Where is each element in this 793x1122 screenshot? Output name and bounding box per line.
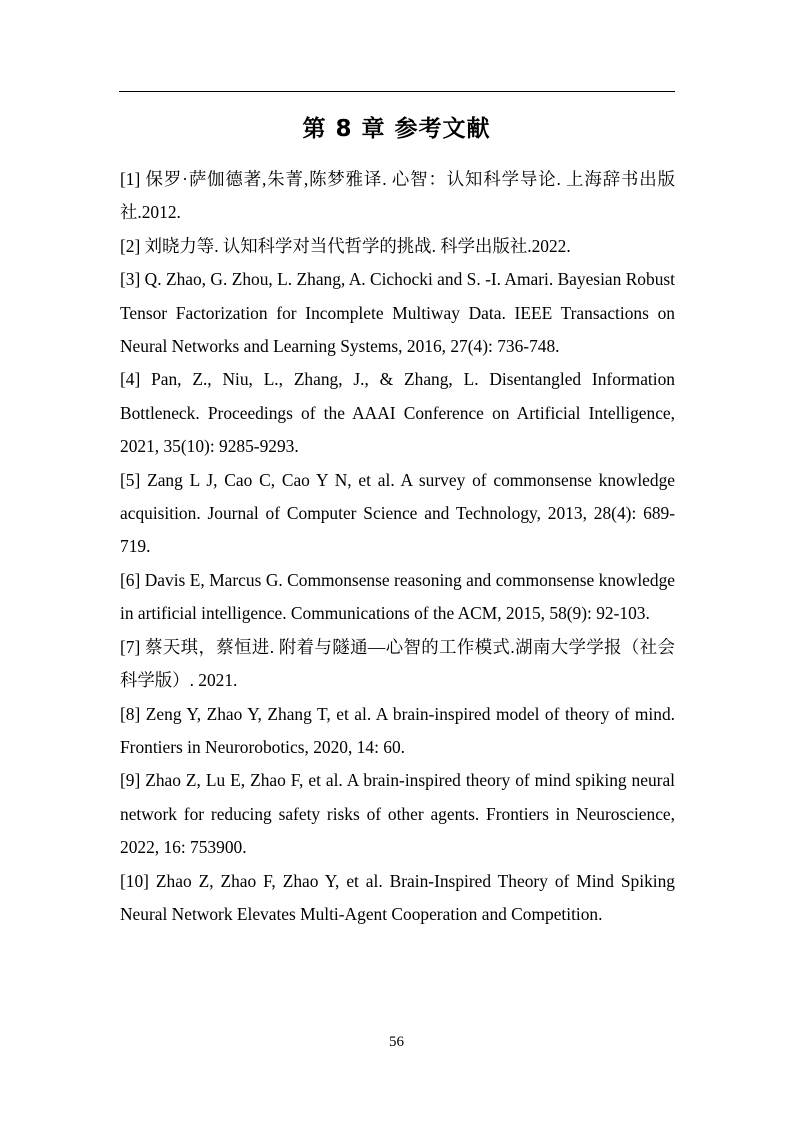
page-number: 56 (389, 1034, 404, 1050)
reference-item: [1] 保罗·萨伽德著,朱菁,陈梦雅译. 心智：认知科学导论. 上海辞书出版社.2012. (120, 169, 675, 223)
reference-item: [5] Zang L J, Cao C, Cao Y N, et al. A survey of commonsense knowledge acquisition. Journal of Computer Science and Technology, 2013, 28(4): 689-719. (120, 469, 675, 557)
reference-item: [9] Zhao Z, Lu E, Zhao F, et al. A brain-inspired theory of mind spiking neural network for reducing safety risks of other agents. Frontiers in Neuroscience, 2022, 16: 753900. (120, 770, 675, 858)
chapter-title: 第 8 章 参考文献 (302, 116, 491, 142)
reference-item: [7] 蔡天琪，蔡恒进. 附着与隧通—心智的工作模式.湖南大学学报（社会科学版）. 2021. (120, 636, 675, 691)
reference-item: [4] Pan, Z., Niu, L., Zhang, J., & Zhang, L. Disentangled Information Bottleneck. Proceedings of the AAAI Conference on Artificial Intelligence, 2021, 35(10): 9285-9293. (120, 369, 675, 457)
reference-item: [3] Q. Zhao, G. Zhou, L. Zhang, A. Cichocki and S. -I. Amari. Bayesian Robust Tensor Factorization for Incomplete Multiway Data. IEEE Transactions on Neural Networks and Learning Systems, 2016, 27(4): 736-748. (120, 269, 675, 357)
reference-item: [6] Davis E, Marcus G. Commonsense reasoning and commonsense knowledge in artificial intelligence. Communications of the ACM, 2015, 58(9): 92-103. (120, 569, 675, 624)
reference-item: [8] Zeng Y, Zhao Y, Zhang T, et al. A brain-inspired model of theory of mind. Frontiers in Neurorobotics, 2020, 14: 60. (120, 703, 675, 757)
reference-list (120, 163, 675, 931)
header-rule (119, 91, 675, 92)
reference-item: [2] 刘晓力等. 认知科学对当代哲学的挑战. 科学出版社.2022. (120, 235, 571, 256)
reference-item: [10] Zhao Z, Zhao F, Zhao Y, et al. Brain-Inspired Theory of Mind Spiking Neural Network Elevates Multi-Agent Cooperation and Competition. (120, 870, 675, 924)
